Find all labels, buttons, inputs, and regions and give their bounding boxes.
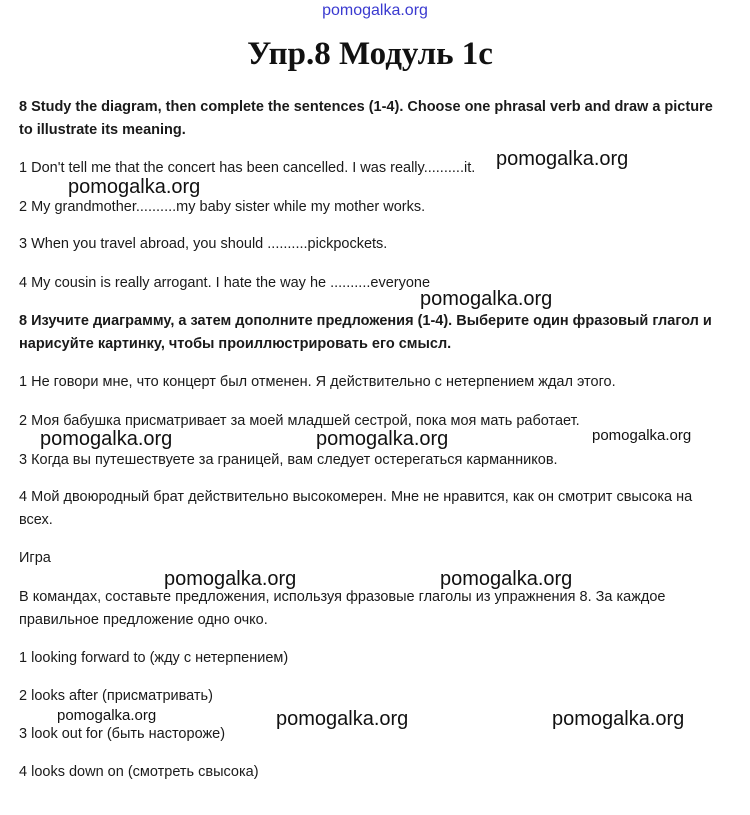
english-sentence-4: 4 My cousin is really arrogant. I hate the way he ..........everyone [19, 275, 431, 291]
watermark: pomogalka.org [592, 427, 692, 444]
watermark: pomogalka.org [496, 148, 629, 170]
english-sentence-3: 3 When you travel abroad, you should ..........pickpockets. [19, 236, 388, 252]
watermark: pomogalka.org [164, 568, 297, 590]
game-heading: Игра [19, 550, 51, 566]
russian-task: 8 Изучите диаграмму, а затем дополните предложения (1-4). Выберите один фразовый глагол и нарисуйте картинку, чтобы проиллюстрировать его смысл. [19, 313, 712, 352]
watermark: pomogalka.org [57, 707, 157, 724]
russian-sentence-2: 2 Моя бабушка присматривает за моей младшей сестрой, пока моя мать работает. [19, 413, 580, 429]
english-sentence-2: 2 My grandmother..........my baby sister while my mother works. [19, 199, 426, 215]
watermark: pomogalka.org [276, 708, 409, 730]
watermark: pomogalka.org [440, 568, 573, 590]
english-sentence-1: 1 Don't tell me that the concert has been cancelled. I was really..........it. [19, 160, 476, 176]
russian-sentence-3: 3 Когда вы путешествуете за границей, вам следует остерегаться карманников. [19, 452, 558, 468]
answer-1: 1 looking forward to (жду с нетерпением) [19, 650, 289, 666]
watermark: pomogalka.org [316, 428, 449, 450]
top-watermark: pomogalka.org [322, 2, 428, 19]
page-title: Упр.8 Модуль 1с [247, 36, 493, 72]
game-instruction: В командах, составьте предложения, используя фразовые глаголы из упражнения 8. За каждое правильное предложение одно очко. [19, 589, 666, 628]
watermark: pomogalka.org [552, 708, 685, 730]
watermark: pomogalka.org [68, 176, 201, 198]
russian-sentence-4: 4 Мой двоюродный брат действительно высокомерен. Мне не нравится, как он смотрит свысока на всех. [19, 489, 693, 528]
answer-4: 4 looks down on (смотреть свысока) [19, 764, 259, 780]
watermark: pomogalka.org [40, 428, 173, 450]
watermark: pomogalka.org [420, 288, 553, 310]
russian-sentence-1: 1 Не говори мне, что концерт был отменен. Я действительно с нетерпением ждал этого. [19, 374, 616, 390]
answer-2: 2 looks after (присматривать) [19, 688, 213, 704]
english-task: 8 Study the diagram, then complete the sentences (1-4). Choose one phrasal verb and draw a picture to illustrate its meaning. [19, 99, 713, 138]
answer-3: 3 look out for (быть настороже) [19, 726, 226, 742]
